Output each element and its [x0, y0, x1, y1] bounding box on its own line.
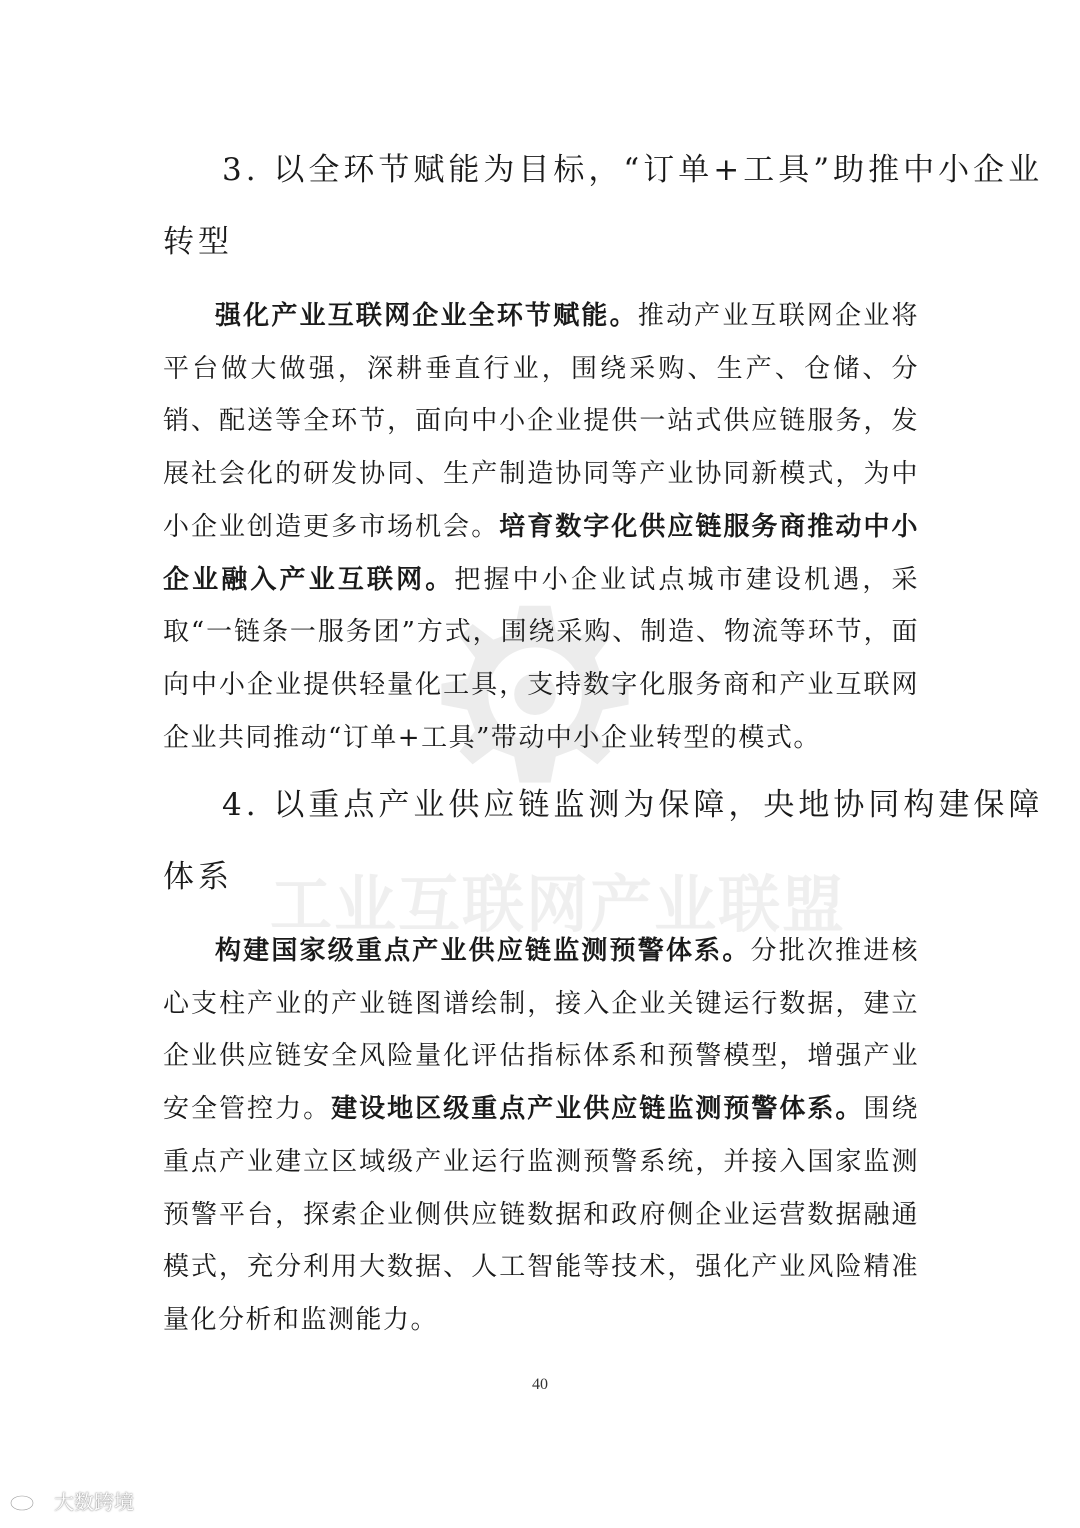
corner-brand — [8, 1486, 134, 1515]
section4-bold-lead-1: 构建国家级重点产业供应链监测预警体系。 — [215, 936, 751, 966]
page-number: 40 — [532, 1376, 548, 1393]
section4-body-2: 围绕重点产业建立区域级产业运行监测预警系统，并接入国家监测预警平台，探索企业侧供应链数据和政府侧企业运营数据融通模式，充分利用大数据、人工智能等技术，强化产业风险精准量化分析和监测能力。 — [163, 1094, 919, 1335]
section3-body-2: 把握中小企业试点城市建设机遇，采取“一链条一服务团”方式，围绕采购、制造、物流等环节，面向中小企业提供轻量化工具，支持数字化服务商和产业互联网企业共同推动“订单+工具”带动中小企业转型的模式。 — [163, 564, 919, 753]
section4-paragraph — [163, 925, 919, 1347]
section4-heading-line2: 体系 — [163, 859, 233, 895]
section3-paragraph — [163, 290, 919, 764]
section3-heading-line1: 3. 以全环节赋能为目标，“订单+工具”助推中小企业 — [222, 152, 1044, 188]
section3-heading-line2: 转型 — [163, 224, 233, 260]
weibo-logo-icon — [8, 1490, 48, 1512]
section3-body-1: 推动产业互联网企业将平台做大做强，深耕垂直行业，围绕采购、生产、仓储、分销、配送等全环节，面向中小企业提供一站式供应链服务，发展社会化的研发协同、生产制造协同等产业协同新模式，为中小企业创造更多市场机会。 — [163, 301, 919, 542]
corner-brand-text: 大数跨境 — [54, 1490, 134, 1514]
section4-body-1: 分批次推进核心支柱产业的产业链图谱绘制，接入企业关键运行数据，建立企业供应链安全风险量化评估指标体系和预警模型，增强产业安全管控力。 — [163, 936, 919, 1125]
watermark-text: 工业互联网产业联盟 — [270, 868, 847, 941]
section3-bold-lead-1: 强化产业互联网企业全环节赋能。 — [215, 301, 638, 331]
section4-bold-lead-2: 建设地区级重点产业供应链监测预警体系。 — [331, 1094, 864, 1125]
section4-heading-line1: 4. 以重点产业供应链监测为保障，央地协同构建保障 — [222, 787, 1044, 823]
section3-bold-lead-2: 培育数字化供应链服务商推动中小企业融入产业互联网。 — [163, 511, 919, 595]
